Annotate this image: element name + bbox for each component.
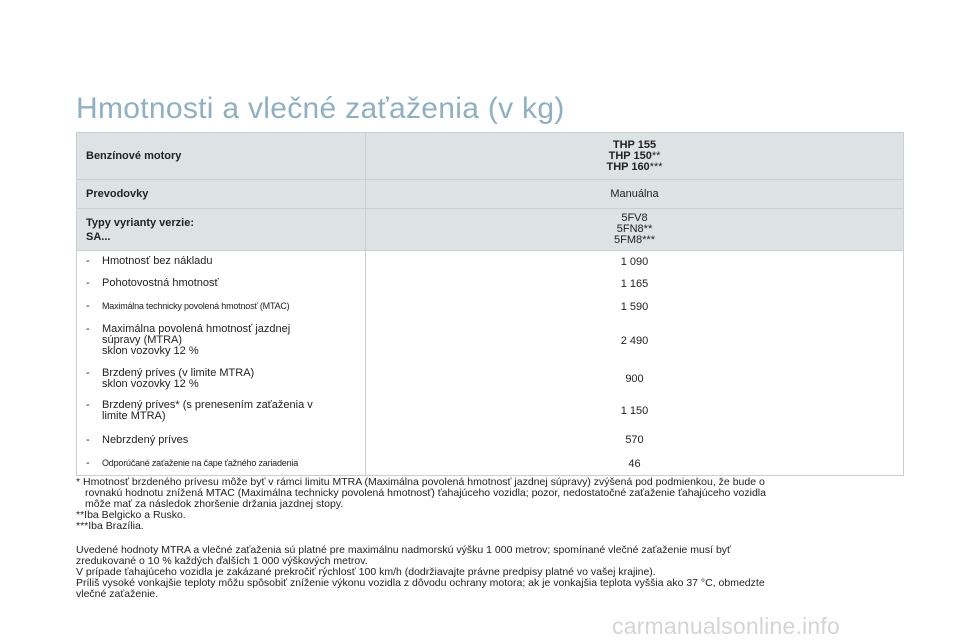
gearbox-row [77, 180, 904, 209]
table-row [77, 295, 904, 319]
engines-values [366, 133, 904, 180]
bullet-dash: - [86, 433, 90, 446]
variants-label: Typy vyrianty verzie: SA... [77, 209, 366, 251]
variant-3: 5FM8*** [614, 234, 655, 246]
row-label-text: Maximálna povolená hmotnosť jazdnej súpravy (MTRA) sklon vozovky 12 % [102, 323, 291, 357]
engine-1: THP 155 [612, 138, 657, 151]
footnote-1: * Hmotnosť brzdeného prívesu môže byť v rámci limitu MTRA (Maximálna povolená hmotnosť jazdnej súpravy) zvýšená pod podmienkou, že bude o rovnakú hodnotu znížená MTAC (Maximálna technicky povolená hmotnosť) ťahajúceho vozidla; pozor, nedostatočné zaťaženie ťahajúceho vozidla môže mať za následok zhoršenie držania jazdnej stopy. [76, 476, 766, 510]
bullet-dash: - [86, 277, 90, 289]
row-label [77, 251, 366, 273]
table-row [77, 453, 904, 476]
footnote-3: ***Iba Brazília. [76, 520, 144, 532]
note-line-2: zredukované o 10 % každých ďalších 1 000 výškových metrov. [76, 555, 368, 567]
engines-label: Benzínové motory [77, 133, 366, 180]
row-label [77, 453, 366, 476]
row-label [77, 395, 366, 428]
weights-table [76, 132, 904, 476]
row-label [77, 428, 366, 453]
row-label-text: Nebrzdený príves [102, 433, 189, 446]
variants-values [366, 209, 904, 251]
gearbox-value: Manuálna [366, 180, 904, 209]
row-label [77, 319, 366, 363]
note-line-4: Príliš vysoké vonkajšie teploty môžu spôsobiť zníženie výkonu vozidla z dôvodu ochrany motora; ak je vonkajšia teplota vyššia ako 37 °C, obmedzte [76, 577, 765, 589]
watermark-logo: carmanualsonline.info [612, 613, 840, 639]
table-row [77, 428, 904, 453]
table-row [77, 319, 904, 363]
row-label-text: Brzdený príves (v limite MTRA) sklon vozovky 12 % [102, 366, 255, 390]
engine-3: THP 160*** [606, 160, 663, 173]
row-label-text: Maximálna technicky povolená hmotnosť (MTAC) [102, 301, 290, 311]
bullet-dash: - [86, 399, 90, 411]
row-label-text: Pohotovostná hmotnosť [102, 277, 219, 289]
variants-row [77, 209, 904, 251]
row-label [77, 273, 366, 295]
page-title: Hmotnosti a vlečné zaťaženia (v kg) [76, 92, 565, 125]
variant-1: 5FV8 [621, 212, 648, 224]
row-value: 570 [366, 428, 904, 453]
row-label-text: Brzdený príves* (s prenesením zaťaženia v limite MTRA) [102, 399, 313, 422]
row-value: 1 090 [366, 251, 904, 273]
bullet-dash: - [86, 300, 90, 312]
row-value: 1 150 [366, 395, 904, 428]
row-label-text: Hmotnosť bez nákladu [102, 255, 213, 268]
row-value: 1 165 [366, 273, 904, 295]
bullet-dash: - [86, 366, 90, 379]
table-row [77, 273, 904, 295]
row-label [77, 363, 366, 395]
note-line-3: V prípade ťahajúceho vozidla je zakázané prekročiť rýchlosť 100 km/h (dodržiavajte právne predpisy platné vo vašej krajine). [76, 566, 656, 578]
row-label [77, 295, 366, 319]
bullet-dash: - [86, 323, 90, 335]
table-row [77, 363, 904, 395]
engine-2: THP 150** [608, 149, 661, 162]
towing-notes [76, 545, 906, 600]
table-row [77, 395, 904, 428]
footnote-2: **Iba Belgicko a Rusko. [76, 509, 186, 521]
row-label-text: Odporúčané zaťaženie na čape ťažného zariadenia [102, 458, 298, 469]
engines-row [77, 133, 904, 180]
note-line-1: Uvedené hodnoty MTRA a vlečné zaťaženia sú platné pre maximálnu nadmorskú výšku 1 000 metrov; spomínané vlečné zaťaženie musí byť [76, 544, 731, 556]
footnotes [76, 477, 906, 532]
row-value: 900 [366, 363, 904, 395]
bullet-dash: - [86, 457, 90, 470]
variant-2: 5FN8** [616, 223, 653, 235]
row-value: 2 490 [366, 319, 904, 363]
gearbox-label: Prevodovky [77, 180, 366, 209]
table-row [77, 251, 904, 273]
bullet-dash: - [86, 255, 90, 268]
row-value: 1 590 [366, 295, 904, 319]
row-value: 46 [366, 453, 904, 476]
note-line-5: vlečné zaťaženie. [76, 588, 159, 600]
